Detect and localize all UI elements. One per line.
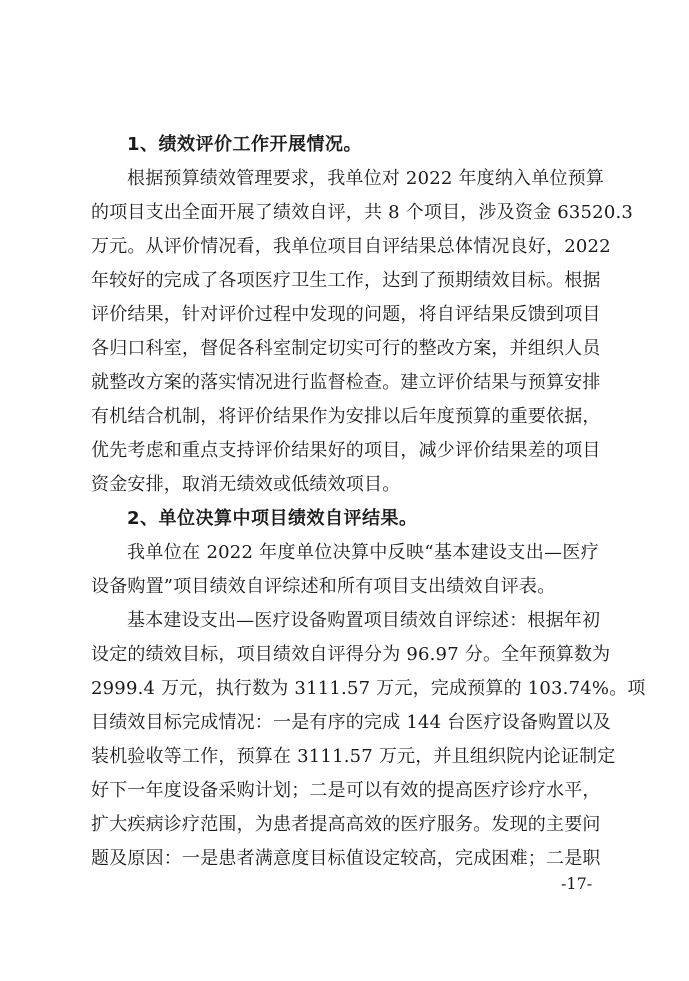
paragraph-line: 各归口科室，督促各科室制定切实可行的整改方案，并组织人员 xyxy=(91,338,601,359)
paragraph-line: 万元。从评价情况看，我单位项目自评结果总体情况良好，2022 xyxy=(91,236,611,257)
paragraph-line: 好下一年度设备采购计划；二是可以有效的提高医疗诊疗水平， xyxy=(91,780,601,801)
paragraph-line: 目绩效目标完成情况：一是有序的完成 144 台医疗设备购置以及 xyxy=(91,712,611,733)
paragraph-line: 评价结果，针对评价过程中发现的问题，将自评结果反馈到项目 xyxy=(91,304,601,325)
paragraph-line: 优先考虑和重点支持评价结果好的项目，减少评价结果差的项目 xyxy=(91,440,601,461)
paragraph-line: 装机验收等工作，预算在 3111.57 万元，并且组织院内论证制定 xyxy=(91,746,616,767)
section-heading-2: 2、单位决算中项目绩效自评结果。 xyxy=(127,508,418,529)
paragraph-line: 题及原因：一是患者满意度目标值设定较高，完成困难；二是职 xyxy=(91,848,601,869)
page-number: -17- xyxy=(561,874,593,893)
paragraph-line: 2999.4 万元，执行数为 3111.57 万元，完成预算的 103.74%。项 xyxy=(91,678,646,699)
paragraph-line: 就整改方案的落实情况进行监督检查。建立评价结果与预算安排 xyxy=(91,372,601,393)
paragraph-line: 根据预算绩效管理要求，我单位对 2022 年度纳入单位预算 xyxy=(127,168,605,189)
paragraph-line: 设定的绩效目标，项目绩效自评得分为 96.97 分。全年预算数为 xyxy=(91,644,611,665)
paragraph-line: 扩大疾病诊疗范围，为患者提高高效的医疗服务。发现的主要问 xyxy=(91,814,601,835)
paragraph-line: 基本建设支出—医疗设备购置项目绩效自评综述：根据年初 xyxy=(127,610,601,631)
paragraph-line: 有机结合机制，将评价结果作为安排以后年度预算的重要依据， xyxy=(91,406,601,427)
paragraph-line: 年较好的完成了各项医疗卫生工作，达到了预期绩效目标。根据 xyxy=(91,270,601,291)
paragraph-line: 设备购置”项目绩效自评综述和所有项目支出绩效自评表。 xyxy=(91,576,556,597)
paragraph-line: 的项目支出全面开展了绩效自评，共 8 个项目，涉及资金 63520.3 xyxy=(91,202,634,223)
paragraph-line: 我单位在 2022 年度单位决算中反映“基本建设支出—医疗 xyxy=(127,542,599,563)
section-heading-1: 1、绩效评价工作开展情况。 xyxy=(127,134,363,155)
paragraph-line: 资金安排，取消无绩效或低绩效项目。 xyxy=(91,474,401,495)
